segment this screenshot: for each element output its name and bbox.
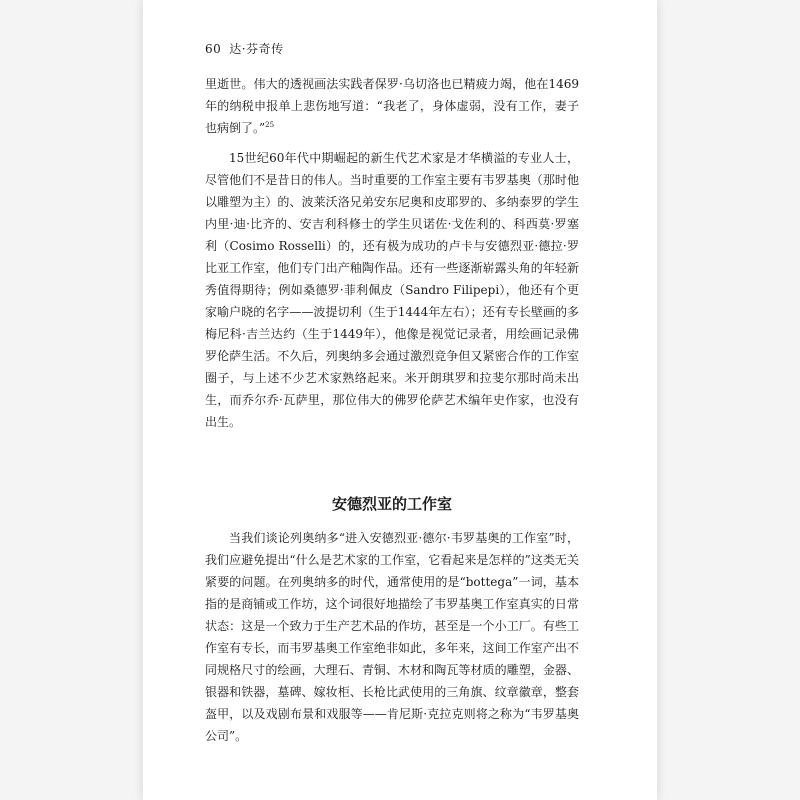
running-header	[205, 40, 284, 57]
section-heading: 安德烈亚的工作室	[331, 495, 452, 513]
paragraph-1-text: 里逝世。伟大的透视画法实践者保罗·乌切洛也已精疲力竭，他在1469年的纳税申报单上悲伤地写道：“我老了，身体虚弱，没有工作，妻子也病倒了。”	[205, 77, 579, 135]
paragraph-3-text: 当我们谈论列奥纳多“进入安德烈亚·德尔·韦罗基奥的工作室”时，我们应避免提出“什么是艺术家的工作室，它看起来是怎样的”这类无关紧要的问题。在列奥纳多的时代，通常使用的是“bottega”一词，基本指的是商铺或工作坊，这个词很好地描绘了韦罗基奥工作室真实的日常状态：这是一个致力于生产艺术品的作坊，甚至是一个小工厂。有些工作室有专长，而韦罗基奥工作室绝非如此，多年来，这间工作室产出不同规格尺寸的绘画，大理石、青铜、木材和陶瓦等材质的雕塑，金器、银器和铁器，墓碑、嫁妆柜、长枪比武使用的三角旗、纹章徽章，整套盔甲，以及戏剧布景和戏服等——肯尼斯·克拉克则将之称为“韦罗基奥公司”。	[205, 531, 579, 743]
book-title: 达·芬奇传	[229, 42, 284, 56]
footnote-marker: 25	[265, 121, 275, 129]
paragraph-2-text: 15世纪60年代中期崛起的新生代艺术家是才华横溢的专业人士，尽管他们不是昔日的伟人。当时重要的工作室主要有韦罗基奥（那时他以雕塑为主）的、波莱沃洛兄弟安东尼奥和皮耶罗的、多纳泰罗的学生内里·迪·比齐的、安吉利科修士的学生贝诺佐·戈佐利的、科西莫·罗塞利（Cosimo Rosselli）的，还有极为成功的卢卡与安德烈亚·德拉·罗比亚工作室，他们专门出产釉陶作品。还有一些逐渐崭露头角的年轻新秀值得期待；例如桑德罗·菲利佩皮（Sandro Filipepi），他还有个更家喻户晓的名字——波提切利（生于1444年左右）；还有专长壁画的多梅尼科·吉兰达约（生于1449年），他像是视觉记录者，用绘画记录佛罗伦萨生活。不久后，列奥纳多会通过激烈竞争但又紧密合作的工作室圈子，与上述不少艺术家熟络起来。米开朗琪罗和拉斐尔那时尚未出生，而乔尔乔·瓦萨里，那位伟大的佛罗伦萨艺术编年史作家，也没有出生。	[205, 151, 579, 429]
book-page	[143, 0, 657, 800]
paragraph-new-generation	[205, 147, 579, 433]
paragraph-continued	[205, 73, 579, 139]
paragraph-workshop	[205, 527, 579, 747]
page-number: 60	[205, 42, 222, 56]
